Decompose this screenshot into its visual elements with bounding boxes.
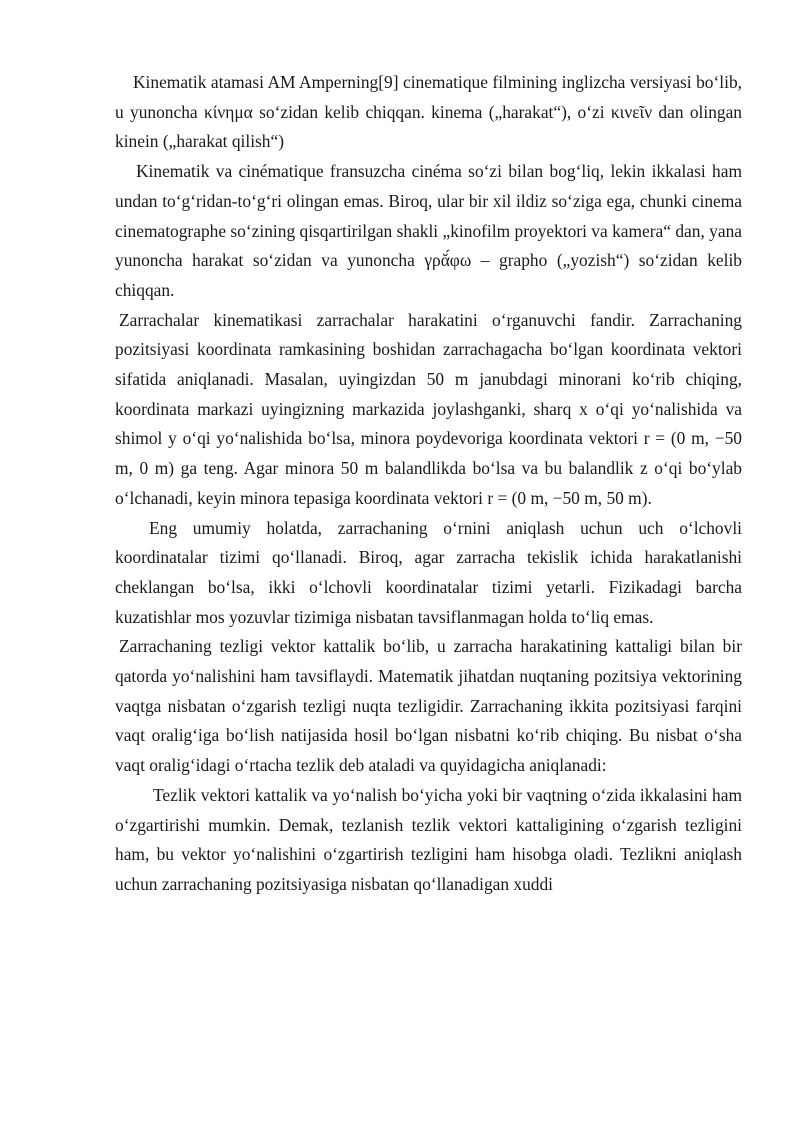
- paragraph-cinema-etymology: Kinematik va cinématique fransuzcha cinéma so‘zi bilan bog‘liq, lekin ikkalasi ham undan to‘g‘ridan-to‘g‘ri olingan emas. Biroq, ular bir xil ildiz so‘ziga ega, chunki cinema cinematographe so‘zining qisqartirilgan shakli „kinofilm proyektori va kamera“ dan, yana yunoncha harakat so‘zidan va yunoncha γρᾰ́φω – grapho („yozish“) so‘zidan kelib chiqqan.: [115, 161, 742, 300]
- paragraph-kinematik-etymology: Kinematik atamasi AM Amperning[9] cinematique filmining inglizcha versiyasi bo‘lib, u yunoncha κίνημα so‘zidan kelib chiqqan. kinema („harakat“), o‘zi κινεῖν dan olingan kinein („harakat qilish“): [115, 72, 742, 152]
- paragraph-particle-kinematics: Zarrachalar kinematikasi zarrachalar harakatini o‘rganuvchi fandir. Zarrachaning pozitsiyasi koordinata ramkasining boshidan zarrachagacha bo‘lgan koordinata vektori sifatida aniqlanadi. Masalan, uyingizdan 50 m janubdagi minorani ko‘rib chiqing, koordinata markazi uyingizning markazida joylashganki, sharq x o‘qi yo‘nalishida va shimol y o‘qi yo‘nalishida bo‘lsa, minora poydevoriga koordinata vektori r = (0 m, −50 m, 0 m) ga teng. Agar minora 50 m balandlikda bo‘lsa va bu balandlik z o‘qi bo‘ylab o‘lchanadi, keyin minora tepasiga koordinata vektori r = (0 m, −50 m, 50 m).: [115, 309, 742, 508]
- paragraph-coordinate-systems: Eng umumiy holatda, zarrachaning o‘rnini aniqlash uchun uch o‘lchovli koordinatalar tizimi qo‘llanadi. Biroq, agar zarracha tekislik ichida harakatlanishi cheklangan bo‘lsa, ikki o‘lchovli koordinatalar tizimi yetarli. Fizikadagi barcha kuzatishlar mos yozuvlar tizimiga nisbatan tavsiflanmagan holda to‘liq emas.: [115, 517, 742, 627]
- paragraph-acceleration: Tezlik vektori kattalik va yo‘nalish bo‘yicha yoki bir vaqtning o‘zida ikkalasini ham o‘zgartirishi mumkin. Demak, tezlanish tezlik vektori kattaligining o‘zgarish tezligini ham, bu vektor yo‘nalishini o‘zgartirish tezligini ham hisobga oladi. Tezlikni aniqlash uchun zarrachaning pozitsiyasiga nisbatan qo‘llanadigan xuddi: [115, 784, 742, 894]
- paragraph-velocity: Zarrachaning tezligi vektor kattalik bo‘lib, u zarracha harakatining kattaligi bilan bir qatorda yo‘nalishini ham tavsiflaydi. Matematik jihatdan nuqtaning pozitsiya vektorining vaqtga nisbatan o‘zgarish tezligi nuqta tezligidir. Zarrachaning ikkita pozitsiyasi farqini vaqt oralig‘iga bo‘lish natijasida hosil bo‘lgan nisbatni ko‘rib chiqing. Bu nisbat o‘sha vaqt oralig‘idagi o‘rtacha tezlik deb ataladi va quyidagicha aniqlanadi:: [115, 636, 742, 776]
- document-page: [115, 68, 742, 900]
